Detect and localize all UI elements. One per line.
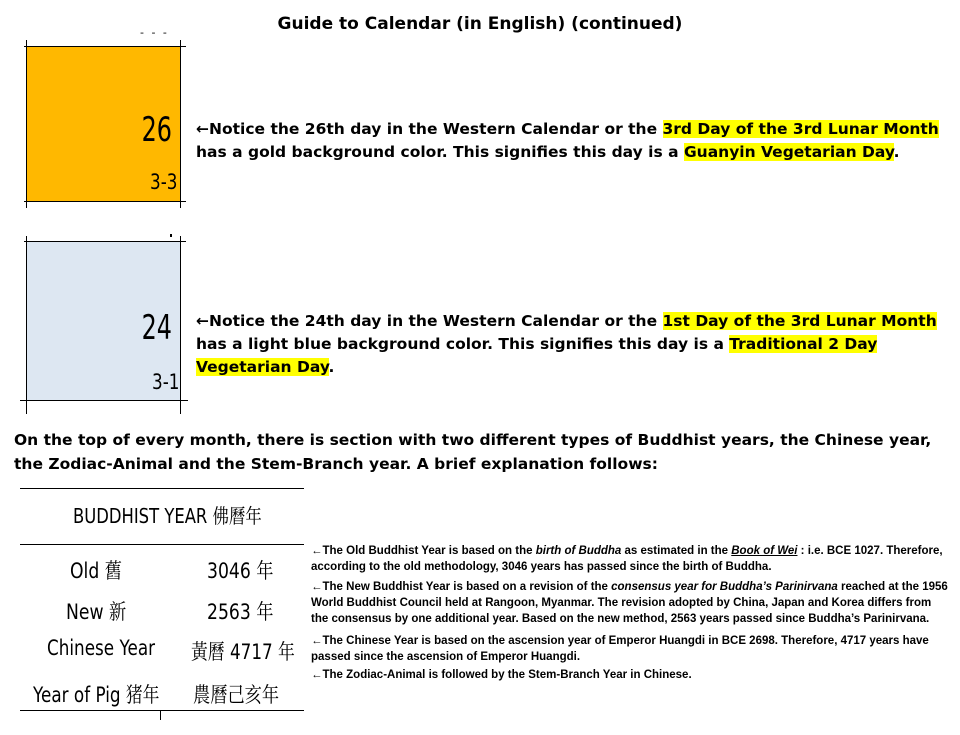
row-zodiac-value: 農曆己亥年 xyxy=(193,683,280,707)
explanation-new: ←The New Buddhist Year is based on a revision of the consensus year for Buddha’s Parinirvana reached at the 1956 World Buddhist Council held at Rangoon, Myanmar. The revision adopted by China, Japan and Korea differs from the consensus by one additional year. Based on the new method, 2563 years passed since Buddha’s Parinirvana. xyxy=(311,581,948,625)
row-old-label: Old 舊 xyxy=(70,559,122,583)
row-new-label: New 新 xyxy=(66,600,127,624)
lunar-date-3-1: 3-1 xyxy=(152,370,180,394)
explanation-old: ←The Old Buddhist Year is based on the birth of Buddha as estimated in the Book of Wei : i.e. BCE 1027. Therefore, according to the old methodology, 3046 years has passed since the birth of Buddha. xyxy=(311,545,943,573)
left-arrow-icon: ← xyxy=(311,581,323,593)
explanation-zodiac: ←The Zodiac-Animal is followed by the Stem-Branch Year in Chinese. xyxy=(311,669,692,681)
row-zodiac-label: Year of Pig 猪年 xyxy=(33,683,160,707)
lunar-date-3-3: 3-3 xyxy=(150,170,178,194)
intro-paragraph: On the top of every month, there is section with two different types of Buddhist years, the Chinese year, the Zodiac-Animal and the Stem-Branch year. A brief explanation follows: xyxy=(14,431,932,473)
left-arrow-icon: ← xyxy=(311,635,323,647)
row-new-value: 2563 年 xyxy=(207,600,274,624)
left-arrow-icon: ← xyxy=(196,312,209,330)
highlight-lunar-date: 3rd Day of the 3rd Lunar Month xyxy=(662,120,939,138)
explanations xyxy=(311,543,951,683)
day-number-26: 26 xyxy=(141,110,172,150)
highlight-guanyin: Guanyin Vegetarian Day xyxy=(683,143,894,161)
left-arrow-icon: ← xyxy=(311,545,323,557)
table-header: BUDDHIST YEAR 佛曆年 xyxy=(73,504,262,528)
top-dashes: - - - xyxy=(140,26,169,39)
left-arrow-icon: ← xyxy=(311,669,323,681)
row-chinese-value: 黃曆 4717 年 xyxy=(191,640,295,664)
blue-day-note: ←Notice the 24th day in the Western Calendar or the 1st Day of the 3rd Lunar Month has a light blue background color. This signifies this day is a Traditional 2 Day Vegetarian Day. xyxy=(196,312,937,376)
highlight-vegetarian: Traditional 2 Day Vegetarian Day xyxy=(196,335,878,376)
tick-mark xyxy=(170,234,172,237)
row-chinese-label: Chinese Year xyxy=(47,636,156,660)
gold-day-note: ←Notice the 26th day in the Western Calendar or the 3rd Day of the 3rd Lunar Month has a gold background color. This signifies this day is a Guanyin Vegetarian Day. xyxy=(196,120,939,161)
highlight-lunar-date: 1st Day of the 3rd Lunar Month xyxy=(662,312,937,330)
row-old-value: 3046 年 xyxy=(207,559,274,583)
page-title: Guide to Calendar (in English) (continued) xyxy=(277,14,683,34)
day-number-24: 24 xyxy=(141,308,172,348)
left-arrow-icon: ← xyxy=(196,120,209,138)
explanation-chinese: ←The Chinese Year is based on the ascension year of Emperor Huangdi in BCE 2698. Therefore, 4717 years have passed since the ascension of Emperor Huangdi. xyxy=(311,635,929,663)
